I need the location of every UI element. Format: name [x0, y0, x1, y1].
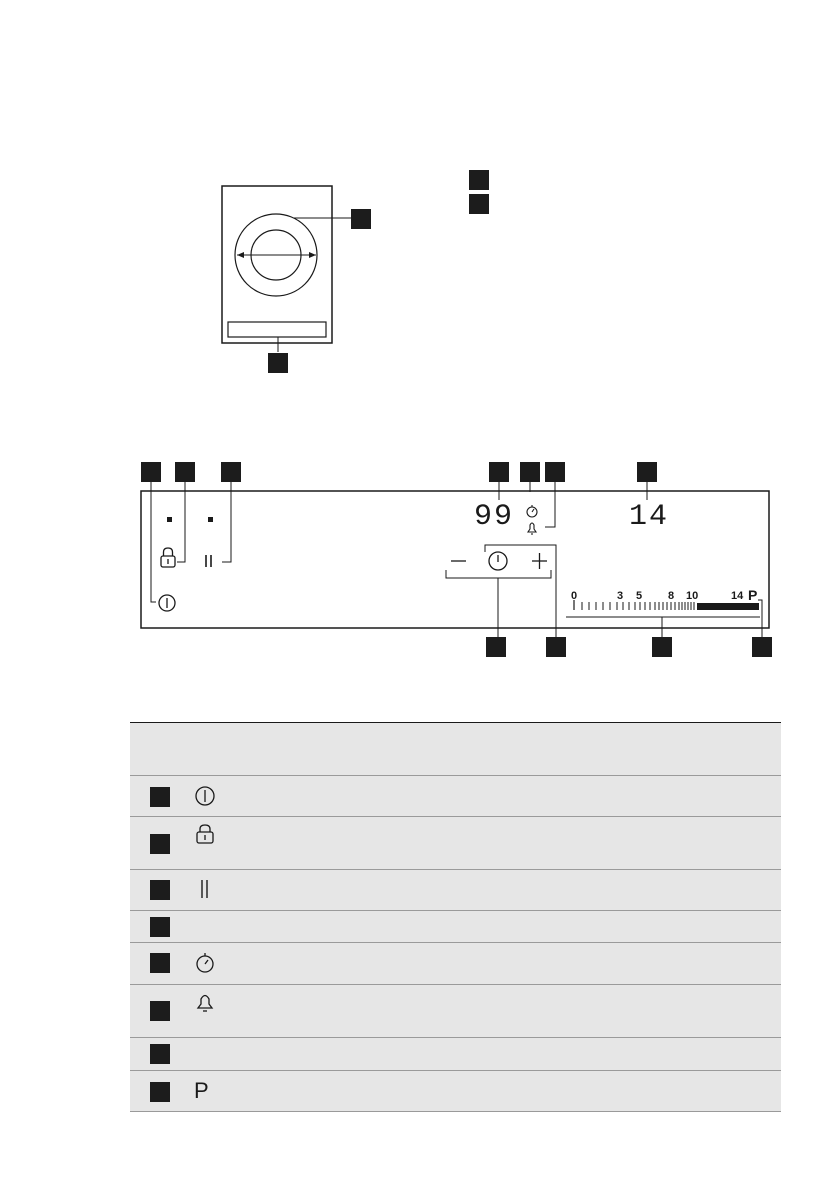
- timer-icon: [527, 505, 537, 517]
- row-badge: [150, 880, 170, 900]
- power-scale-bar: [697, 603, 759, 610]
- table-row-pause: [130, 870, 781, 911]
- clock-icon: [489, 552, 507, 570]
- power-icon: [194, 785, 216, 807]
- timer-display: 99: [474, 500, 515, 534]
- plus-icon: [532, 553, 547, 569]
- row-badge: [150, 1082, 170, 1102]
- indicator-dot-2: [208, 517, 213, 522]
- lock-icon: [161, 548, 175, 567]
- powerboost-symbol: P: [194, 1078, 209, 1103]
- power-level-display: 14: [629, 500, 670, 534]
- scale-label-5: 5: [636, 590, 643, 602]
- table-row-bell: [130, 985, 781, 1038]
- table-row-display: [130, 911, 781, 943]
- scale-label-p: P: [748, 587, 758, 603]
- scale-label-14: 14: [731, 590, 744, 602]
- table-row-powerboost: [130, 1071, 781, 1112]
- scale-label-3: 3: [617, 590, 624, 602]
- table-header: [130, 722, 781, 776]
- row-badge: [150, 834, 170, 854]
- row-badge: [150, 1001, 170, 1021]
- table-row-power: [130, 776, 781, 817]
- row-badge: [150, 1044, 170, 1064]
- row-badge: [150, 787, 170, 807]
- row-badge: [150, 917, 170, 937]
- power-scale-ticks: [574, 600, 694, 610]
- table-row-slider: [130, 1038, 781, 1071]
- bell-icon: [194, 991, 216, 1013]
- pause-icon: [194, 878, 216, 900]
- symbol-table: [130, 722, 781, 1112]
- bell-icon: [528, 523, 536, 534]
- power-icon: [159, 595, 175, 611]
- lock-icon: [194, 823, 216, 845]
- timer-icon: [194, 952, 216, 974]
- scale-label-10: 10: [686, 590, 699, 602]
- scale-label-0: 0: [571, 590, 578, 602]
- table-row-timer: [130, 943, 781, 985]
- row-badge: [150, 953, 170, 973]
- pause-icon: [206, 555, 211, 567]
- scale-label-8: 8: [668, 590, 675, 602]
- indicator-dot-1: [167, 517, 172, 522]
- table-row-lock: [130, 817, 781, 870]
